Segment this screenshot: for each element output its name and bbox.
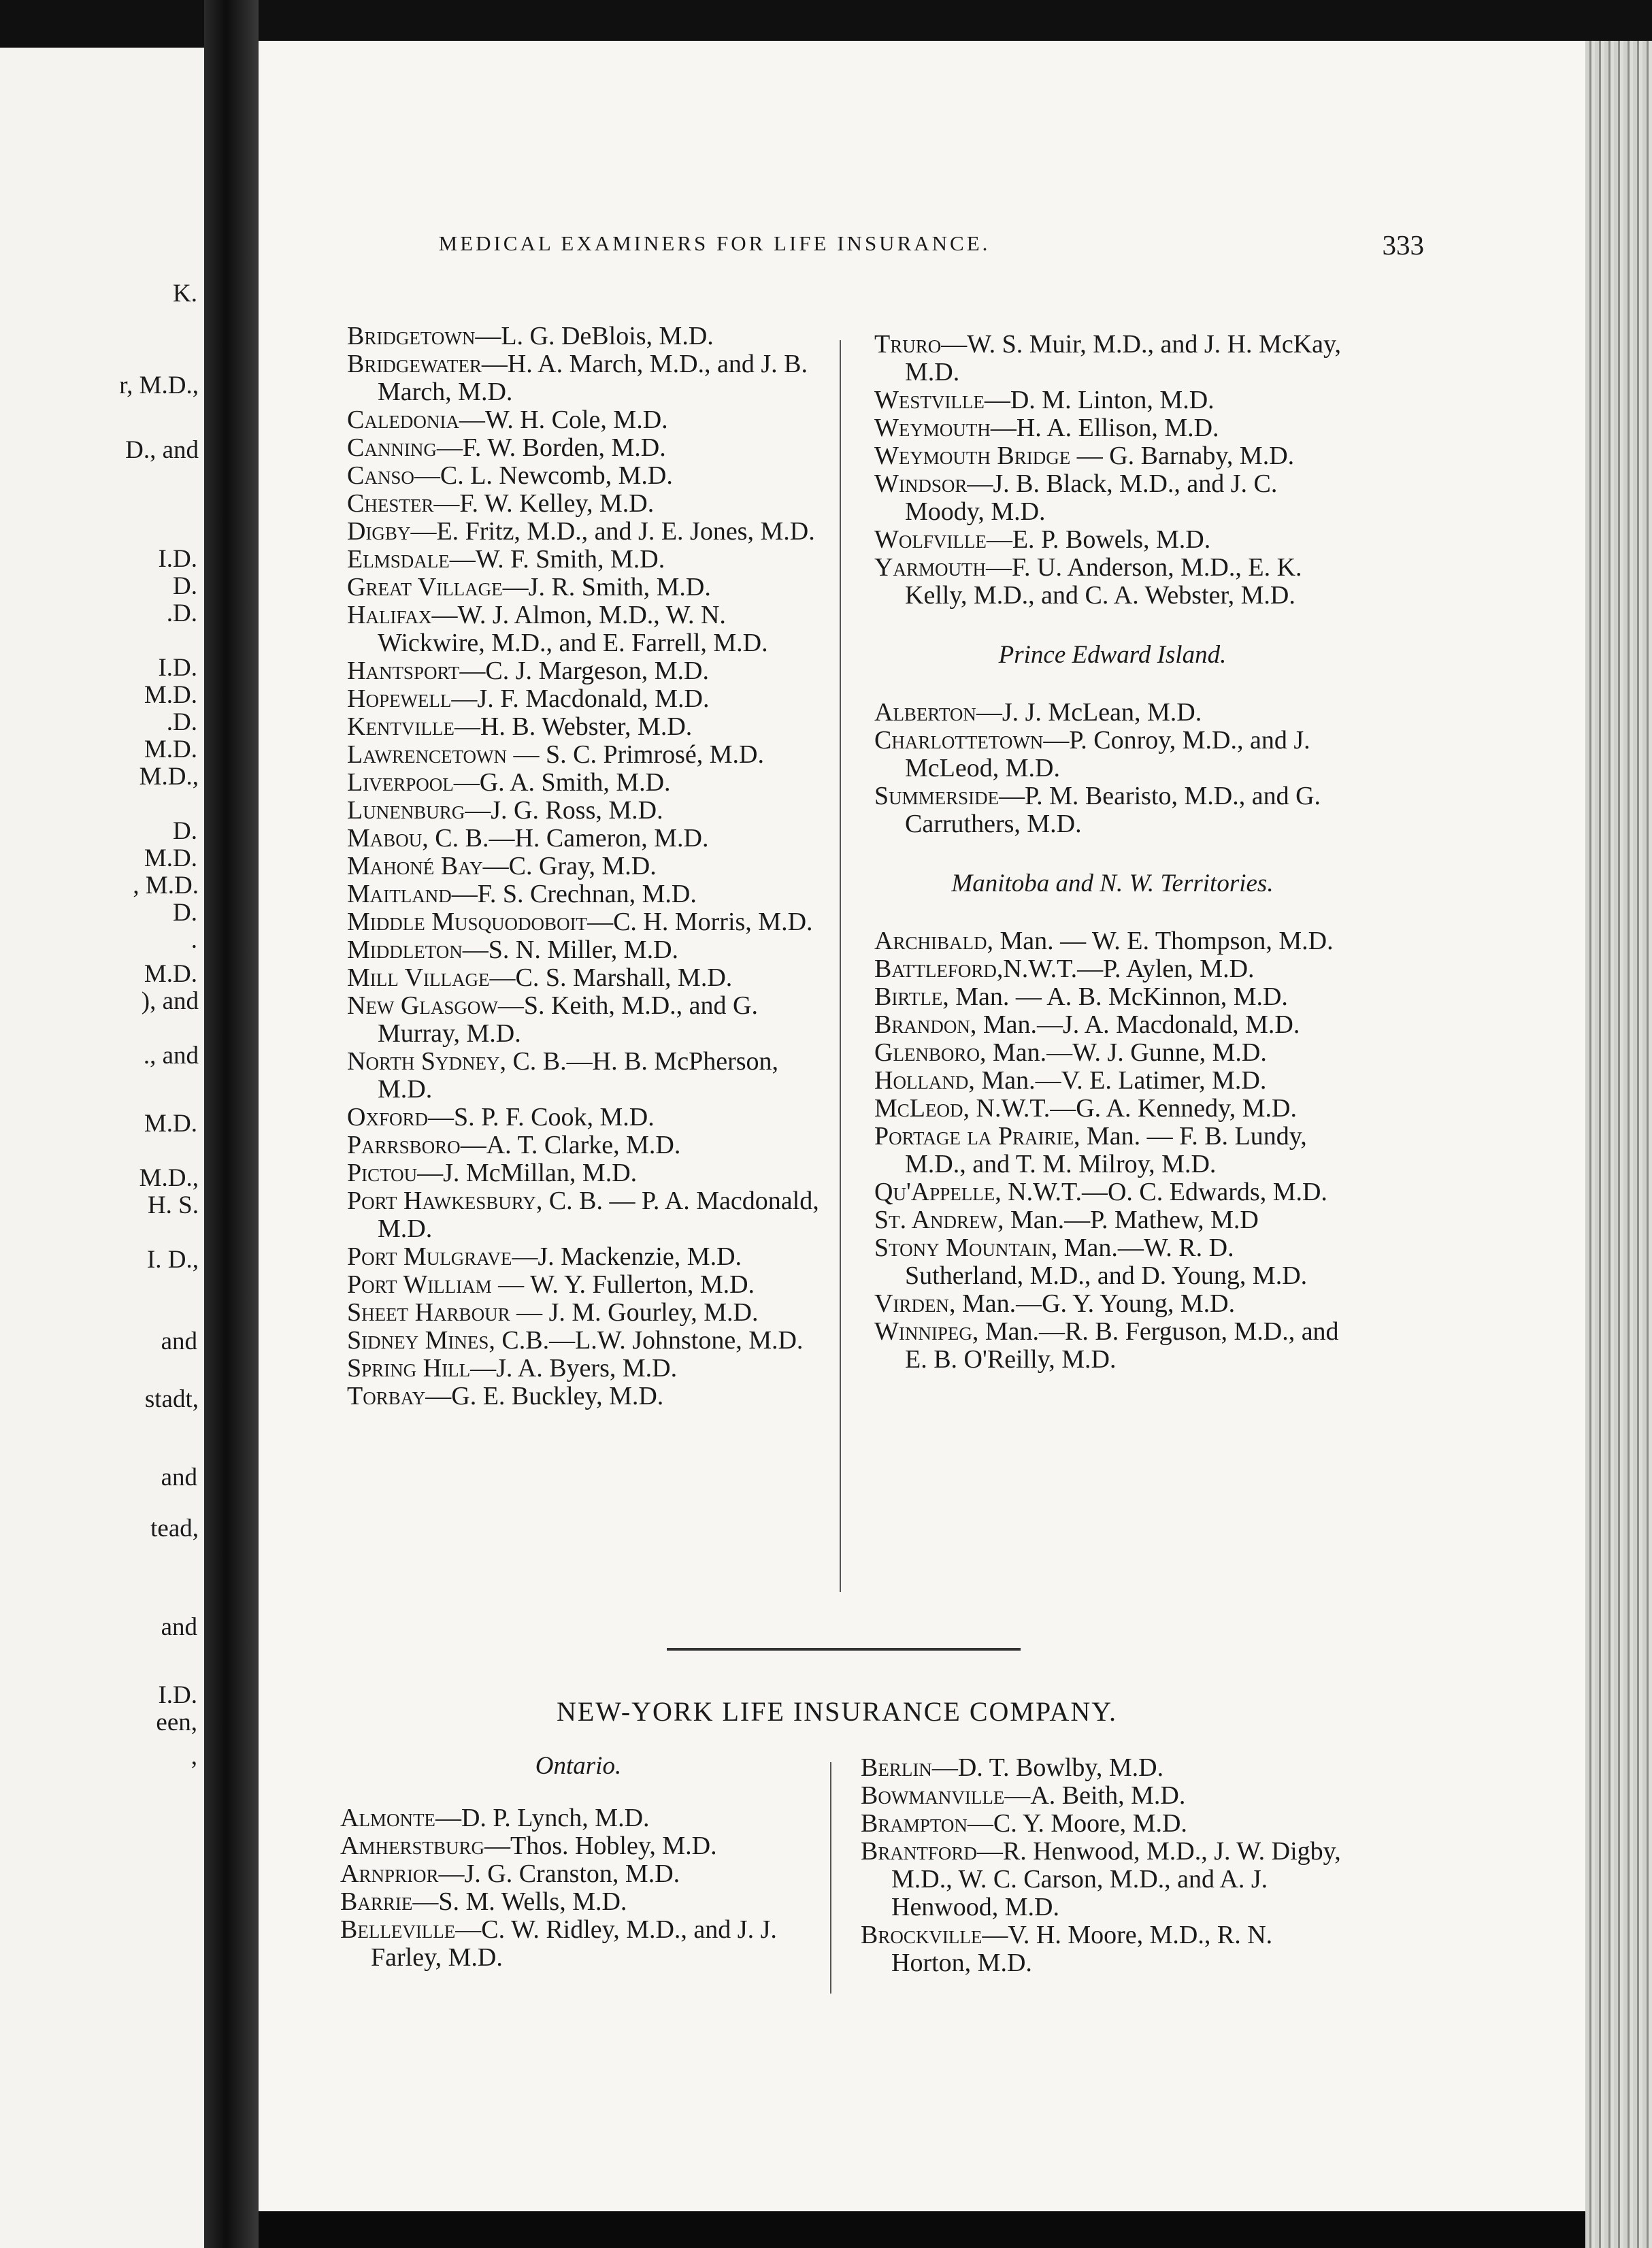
place-name: Windsor: [874, 469, 968, 498]
left-page-text: I.D.: [158, 545, 197, 573]
left-page-text: M.D.: [144, 844, 197, 872]
column-divider: [840, 340, 841, 1592]
place-name: Amherstburg: [340, 1832, 484, 1860]
directory-entry: [347, 323, 823, 350]
place-name: Elmsdale: [347, 545, 450, 574]
entries-manitoba: [874, 927, 1351, 1374]
left-page-text: D.: [173, 899, 197, 927]
place-name: Hopewell: [347, 684, 452, 713]
place-name: Summerside: [874, 782, 1000, 810]
examiner-names: — J. M. Gourley, M.D.: [510, 1298, 759, 1327]
place-name: Pictou: [347, 1159, 418, 1187]
examiner-names: , Man.—J. A. Macdonald, M.D.: [970, 1010, 1300, 1039]
section-divider: [667, 1648, 1021, 1651]
place-name: Belleville: [340, 1915, 456, 1944]
examiner-names: —G. E. Buckley, M.D.: [425, 1382, 664, 1410]
examiner-names: —C. H. Morris, M.D.: [587, 908, 813, 936]
left-page-text: , M.D.: [133, 872, 199, 899]
place-name: Truro: [874, 330, 942, 359]
place-name: Spring Hill: [347, 1354, 471, 1383]
examiner-names: , Man. — F. B. Lundy, M.D., and T. M. Milroy, M.D.: [905, 1122, 1307, 1178]
place-name: Stony Mountain: [874, 1234, 1051, 1262]
place-name: Hantsport: [347, 657, 460, 685]
directory-entry: [347, 964, 823, 992]
entries-nova-scotia-cont: [874, 331, 1351, 610]
examiner-names: —J. McMillan, M.D.: [417, 1159, 638, 1187]
directory-entry: [874, 1318, 1351, 1374]
place-name: Birtle: [874, 982, 943, 1011]
directory-entry: [347, 908, 823, 936]
page-number: 333: [1382, 229, 1424, 261]
left-page-text: K.: [173, 280, 197, 308]
examiner-names: , Man.—W. J. Gunne, M.D.: [979, 1038, 1267, 1067]
place-name: Brantford: [861, 1837, 977, 1866]
directory-entry: [347, 406, 823, 434]
directory-entry: [347, 741, 823, 769]
place-name: Maitland: [347, 880, 452, 908]
place-name: Weymouth: [874, 414, 991, 442]
directory-entry: [347, 1383, 823, 1410]
examiner-names: —J. B. Black, M.D., and J. C. Moody, M.D.: [905, 469, 1278, 526]
place-name: Chester: [347, 489, 434, 518]
place-name: Lunenburg: [347, 796, 465, 825]
directory-entry: [347, 1299, 823, 1327]
place-name: Sheet Harbour: [347, 1298, 510, 1327]
directory-entry: [874, 699, 1351, 727]
examiner-names: —J. G. Cranston, M.D.: [438, 1859, 680, 1888]
examiner-names: —F. U. Anderson, M.D., E. K. Kelly, M.D., and C. A. Webster, M.D.: [905, 553, 1302, 610]
examiner-names: —E. P. Bowels, M.D.: [986, 525, 1211, 554]
place-name: Halifax: [347, 601, 432, 629]
place-name: Mill Village: [347, 963, 490, 992]
place-name: Parrsboro: [347, 1131, 461, 1159]
examiner-names: , Man. — W. E. Thompson, M.D.: [987, 927, 1334, 955]
place-name: Weymouth Bridge: [874, 442, 1071, 470]
examiner-names: — G. Barnaby, M.D.: [1070, 442, 1295, 470]
directory-entry: [874, 955, 1351, 983]
examiner-names: —W. S. Muir, M.D., and J. H. McKay, M.D.: [905, 330, 1342, 386]
place-name: Holland: [874, 1066, 969, 1095]
left-page-text: .D.: [166, 599, 197, 627]
column-left-bottom: [340, 1752, 816, 1972]
place-name: Great Village: [347, 573, 503, 601]
examiner-names: —W. J. Almon, M.D., W. N. Wickwire, M.D., and E. Farrell, M.D.: [378, 601, 768, 657]
left-page-text: I.D.: [158, 1681, 197, 1709]
directory-entry: [347, 1327, 823, 1355]
examiner-names: —J. J. McLean, M.D.: [976, 698, 1202, 727]
directory-entry: [874, 331, 1351, 386]
place-name: McLeod: [874, 1094, 963, 1123]
directory-entry: [874, 526, 1351, 554]
entries-ontario: [340, 1804, 816, 1972]
examiner-names: —D. P. Lynch, M.D.: [435, 1804, 650, 1832]
place-name: Canso: [347, 461, 414, 490]
left-page-text: tead,: [150, 1515, 199, 1542]
directory-entry: [340, 1888, 816, 1916]
examiner-names: —H. A. Ellison, M.D.: [990, 414, 1219, 442]
directory-entry: [874, 414, 1351, 442]
directory-entry: [874, 470, 1351, 526]
place-name: Charlottetown: [874, 726, 1044, 755]
subheading-pei: Prince Edward Island.: [998, 641, 1227, 669]
directory-entry: [347, 657, 823, 685]
directory-entry: [347, 797, 823, 825]
examiner-names: —S. N. Miller, M.D.: [462, 936, 679, 964]
directory-entry: [874, 1011, 1351, 1039]
place-name: Wolfville: [874, 525, 987, 554]
place-name: Port William: [347, 1270, 492, 1299]
place-name: St. Andrew: [874, 1206, 997, 1234]
directory-entry: [347, 1159, 823, 1187]
place-name: Canning: [347, 433, 437, 462]
directory-entry: [874, 1290, 1351, 1318]
examiner-names: —S. M. Wells, M.D.: [412, 1887, 627, 1916]
left-page-text: .D.: [166, 708, 197, 736]
left-page-text: I. D.,: [146, 1246, 199, 1274]
place-name: Oxford: [347, 1103, 428, 1131]
left-page-text: D.: [173, 817, 197, 845]
section-title: NEW-YORK LIFE INSURANCE COMPANY.: [556, 1696, 1118, 1727]
place-name: Archibald: [874, 927, 987, 955]
place-name: Brockville: [861, 1921, 982, 1949]
directory-entry: [347, 769, 823, 797]
examiner-names: —A. T. Clarke, M.D.: [460, 1131, 681, 1159]
directory-entry: [874, 1178, 1351, 1206]
book-gutter: [204, 0, 259, 2248]
directory-entry: [861, 1782, 1344, 1810]
directory-entry: [861, 1754, 1344, 1782]
examiner-names: —F. W. Kelley, M.D.: [433, 489, 655, 518]
place-name: Mabou: [347, 824, 423, 853]
examiner-names: —J. F. Macdonald, M.D.: [451, 684, 710, 713]
directory-entry: [861, 1810, 1344, 1838]
place-name: Portage la Prairie: [874, 1122, 1074, 1151]
column-right-bottom: [861, 1754, 1344, 1977]
examiner-names: —P. M. Bearisto, M.D., and G. Carruthers, M.D.: [905, 782, 1321, 838]
directory-entry: [347, 1104, 823, 1131]
entries-pei: [874, 699, 1351, 838]
examiner-names: —P. Conroy, M.D., and J. McLeod, M.D.: [905, 726, 1310, 782]
left-page-text: M.D.,: [139, 763, 199, 791]
directory-entry: [347, 518, 823, 546]
examiner-names: —R. Henwood, M.D., J. W. Digby, M.D., W. C. Carson, M.D., and A. J. Henwood, M.D.: [891, 1837, 1341, 1921]
left-page-text: M.D.: [144, 1110, 197, 1138]
place-name: Bridgetown: [347, 322, 476, 350]
place-name: Lawrencetown: [347, 740, 508, 769]
examiner-names: , Man.—W. R. D. Sutherland, M.D., and D. Young, M.D.: [905, 1234, 1308, 1290]
left-page-text: and: [161, 1327, 197, 1355]
examiner-names: —J. G. Ross, M.D.: [465, 796, 663, 825]
place-name: Battleford: [874, 955, 997, 983]
place-name: Bridgewater: [347, 350, 482, 378]
page-edges: [1585, 41, 1652, 2248]
left-page-text: and: [161, 1464, 197, 1491]
directory-entry: [347, 490, 823, 518]
directory-entry: [347, 1243, 823, 1271]
place-name: Brandon: [874, 1010, 970, 1039]
directory-entry: [874, 386, 1351, 414]
directory-entry: [347, 685, 823, 713]
directory-entry: [874, 442, 1351, 470]
examiner-names: , Man.—R. B. Ferguson, M.D., and E. B. O'Reilly, M.D.: [905, 1317, 1339, 1374]
directory-entry: [340, 1832, 816, 1860]
examiner-names: —D. T. Bowlby, M.D.: [931, 1753, 1164, 1782]
directory-entry: [874, 927, 1351, 955]
directory-entry: [347, 880, 823, 908]
left-page-text: een,: [156, 1708, 197, 1736]
examiner-names: —H. A. March, M.D., and J. B. March, M.D.: [378, 350, 808, 406]
directory-entry: [347, 434, 823, 462]
place-name: Yarmouth: [874, 553, 986, 582]
left-page-text: M.D.: [144, 681, 197, 709]
place-name: Port Hawkesbury: [347, 1187, 536, 1215]
directory-entry: [874, 782, 1351, 838]
directory-entry: [347, 462, 823, 490]
left-page-text: ,: [191, 1742, 197, 1770]
place-name: Brampton: [861, 1809, 968, 1838]
place-name: New Glasgow: [347, 991, 498, 1020]
left-page-text: M.D.,: [139, 1164, 199, 1192]
directory-entry: [874, 554, 1351, 610]
place-name: Digby: [347, 517, 411, 546]
examiner-names: , Man.—G. Y. Young, M.D.: [948, 1289, 1236, 1318]
examiner-names: —C. Y. Moore, M.D.: [967, 1809, 1187, 1838]
left-page-text: I.D.: [158, 654, 197, 682]
examiner-names: , C.B.—L.W. Johnstone, M.D.: [489, 1326, 804, 1355]
directory-entry: [347, 992, 823, 1048]
left-page-text: H. S.: [147, 1191, 199, 1219]
place-name: Liverpool: [347, 768, 454, 797]
directory-entry: [861, 1838, 1344, 1921]
examiner-names: , Man. — A. B. McKinnon, M.D.: [942, 982, 1288, 1011]
left-page-text: ., and: [143, 1042, 199, 1070]
place-name: Berlin: [861, 1753, 932, 1782]
directory-entry: [347, 546, 823, 574]
place-name: Barrie: [340, 1887, 413, 1916]
directory-entry: [340, 1916, 816, 1972]
examiner-names: —Thos. Hobley, M.D.: [484, 1832, 717, 1860]
directory-entry: [347, 1355, 823, 1383]
left-page-fragment: [0, 48, 204, 2248]
left-page-text: D., and: [125, 436, 199, 464]
directory-entry: [340, 1804, 816, 1832]
examiner-names: —S. Keith, M.D., and G. Murray, M.D.: [378, 991, 758, 1048]
left-page-text: M.D.: [144, 960, 197, 988]
left-page-text: M.D.: [144, 735, 197, 763]
examiner-names: —C. Gray, M.D.: [482, 852, 657, 880]
directory-entry: [347, 574, 823, 601]
directory-entry: [874, 983, 1351, 1011]
directory-entry: [347, 601, 823, 657]
directory-entry: [347, 1131, 823, 1159]
directory-entry: [347, 936, 823, 964]
examiner-names: —C. S. Marshall, M.D.: [489, 963, 733, 992]
examiner-names: , C. B.—H. B. McPherson, M.D.: [378, 1047, 779, 1104]
place-name: Arnprior: [340, 1859, 439, 1888]
place-name: Almonte: [340, 1804, 435, 1832]
examiner-names: —D. M. Linton, M.D.: [984, 386, 1215, 414]
examiner-names: —F. S. Crechnan, M.D.: [451, 880, 697, 908]
directory-entry: [347, 825, 823, 853]
directory-entry: [347, 853, 823, 880]
examiner-names: —L. G. DeBlois, M.D.: [475, 322, 714, 350]
examiner-names: —F. W. Borden, M.D.: [436, 433, 666, 462]
place-name: Qu'Appelle: [874, 1178, 995, 1206]
left-page-text: .: [191, 926, 197, 954]
directory-entry: [874, 727, 1351, 782]
examiner-names: —W. F. Smith, M.D.: [449, 545, 665, 574]
place-name: Glenboro: [874, 1038, 980, 1067]
directory-entry: [347, 713, 823, 741]
directory-entry: [861, 1921, 1344, 1977]
place-name: Middleton: [347, 936, 463, 964]
examiner-names: —H. B. Webster, M.D.: [454, 712, 693, 741]
place-name: Winnipeg: [874, 1317, 972, 1346]
examiner-names: —E. Fritz, M.D., and J. E. Jones, M.D.: [410, 517, 815, 546]
place-name: Mahoné Bay: [347, 852, 483, 880]
left-page-text: ), and: [141, 987, 199, 1015]
examiner-names: , N.W.T.—G. A. Kennedy, M.D.: [963, 1094, 1297, 1123]
examiner-names: —V. H. Moore, M.D., R. N. Horton, M.D.: [891, 1921, 1273, 1977]
place-name: Kentville: [347, 712, 455, 741]
directory-entry: [347, 1271, 823, 1299]
directory-entry: [347, 1187, 823, 1243]
examiner-names: —G. A. Smith, M.D.: [453, 768, 671, 797]
place-name: Sidney Mines: [347, 1326, 489, 1355]
examiner-names: —J. Mackenzie, M.D.: [512, 1242, 742, 1271]
examiner-names: — W. Y. Fullerton, M.D.: [491, 1270, 755, 1299]
subheading-manitoba: Manitoba and N. W. Territories.: [951, 870, 1274, 897]
place-name: Caledonia: [347, 406, 459, 434]
examiner-names: —J. A. Byers, M.D.: [470, 1354, 678, 1383]
directory-entry: [347, 1048, 823, 1104]
directory-entry: [874, 1234, 1351, 1290]
examiner-names: , C. B. — P. A. Macdonald, M.D.: [378, 1187, 819, 1243]
examiner-names: — S. C. Primrosé, M.D.: [507, 740, 764, 769]
examiner-names: —C. W. Ridley, M.D., and J. J. Farley, M.D.: [371, 1915, 777, 1972]
examiner-names: —C. L. Newcomb, M.D.: [414, 461, 673, 490]
examiner-names: —W. H. Cole, M.D.: [459, 406, 668, 434]
examiner-names: , Man.—P. Mathew, M.D: [997, 1206, 1259, 1234]
left-page-text: stadt,: [144, 1385, 199, 1413]
column-divider-bottom: [830, 1762, 831, 1994]
directory-entry: [340, 1860, 816, 1888]
examiner-names: , Man.—V. E. Latimer, M.D.: [968, 1066, 1267, 1095]
place-name: Westville: [874, 386, 985, 414]
place-name: Torbay: [347, 1382, 426, 1410]
place-name: North Sydney: [347, 1047, 500, 1076]
examiner-names: —A. Beith, M.D.: [1004, 1781, 1186, 1810]
running-header: MEDICAL EXAMINERS FOR LIFE INSURANCE.: [438, 231, 991, 255]
examiner-names: —C. J. Margeson, M.D.: [459, 657, 709, 685]
place-name: Port Mulgrave: [347, 1242, 512, 1271]
directory-entry: [874, 1206, 1351, 1234]
examiner-names: , C. B.—H. Cameron, M.D.: [422, 824, 709, 853]
directory-entry: [874, 1095, 1351, 1123]
place-name: Bowmanville: [861, 1781, 1005, 1810]
directory-entry: [874, 1067, 1351, 1095]
examiner-names: —J. R. Smith, M.D.: [502, 573, 711, 601]
column-left-top: [347, 323, 823, 1410]
left-page-text: r, M.D.,: [119, 371, 199, 399]
examiner-names: ,N.W.T.—P. Aylen, M.D.: [996, 955, 1255, 983]
examiner-names: —S. P. F. Cook, M.D.: [427, 1103, 655, 1131]
subheading-ontario: Ontario.: [535, 1752, 622, 1780]
place-name: Alberton: [874, 698, 976, 727]
left-page-text: and: [161, 1613, 197, 1641]
left-page-text: D.: [173, 572, 197, 600]
directory-entry: [874, 1123, 1351, 1178]
place-name: Middle Musquodoboit: [347, 908, 588, 936]
directory-entry: [874, 1039, 1351, 1067]
directory-entry: [347, 350, 823, 406]
place-name: Virden: [874, 1289, 949, 1318]
examiner-names: , N.W.T.—O. C. Edwards, M.D.: [995, 1178, 1327, 1206]
column-right-top: [874, 331, 1351, 1374]
